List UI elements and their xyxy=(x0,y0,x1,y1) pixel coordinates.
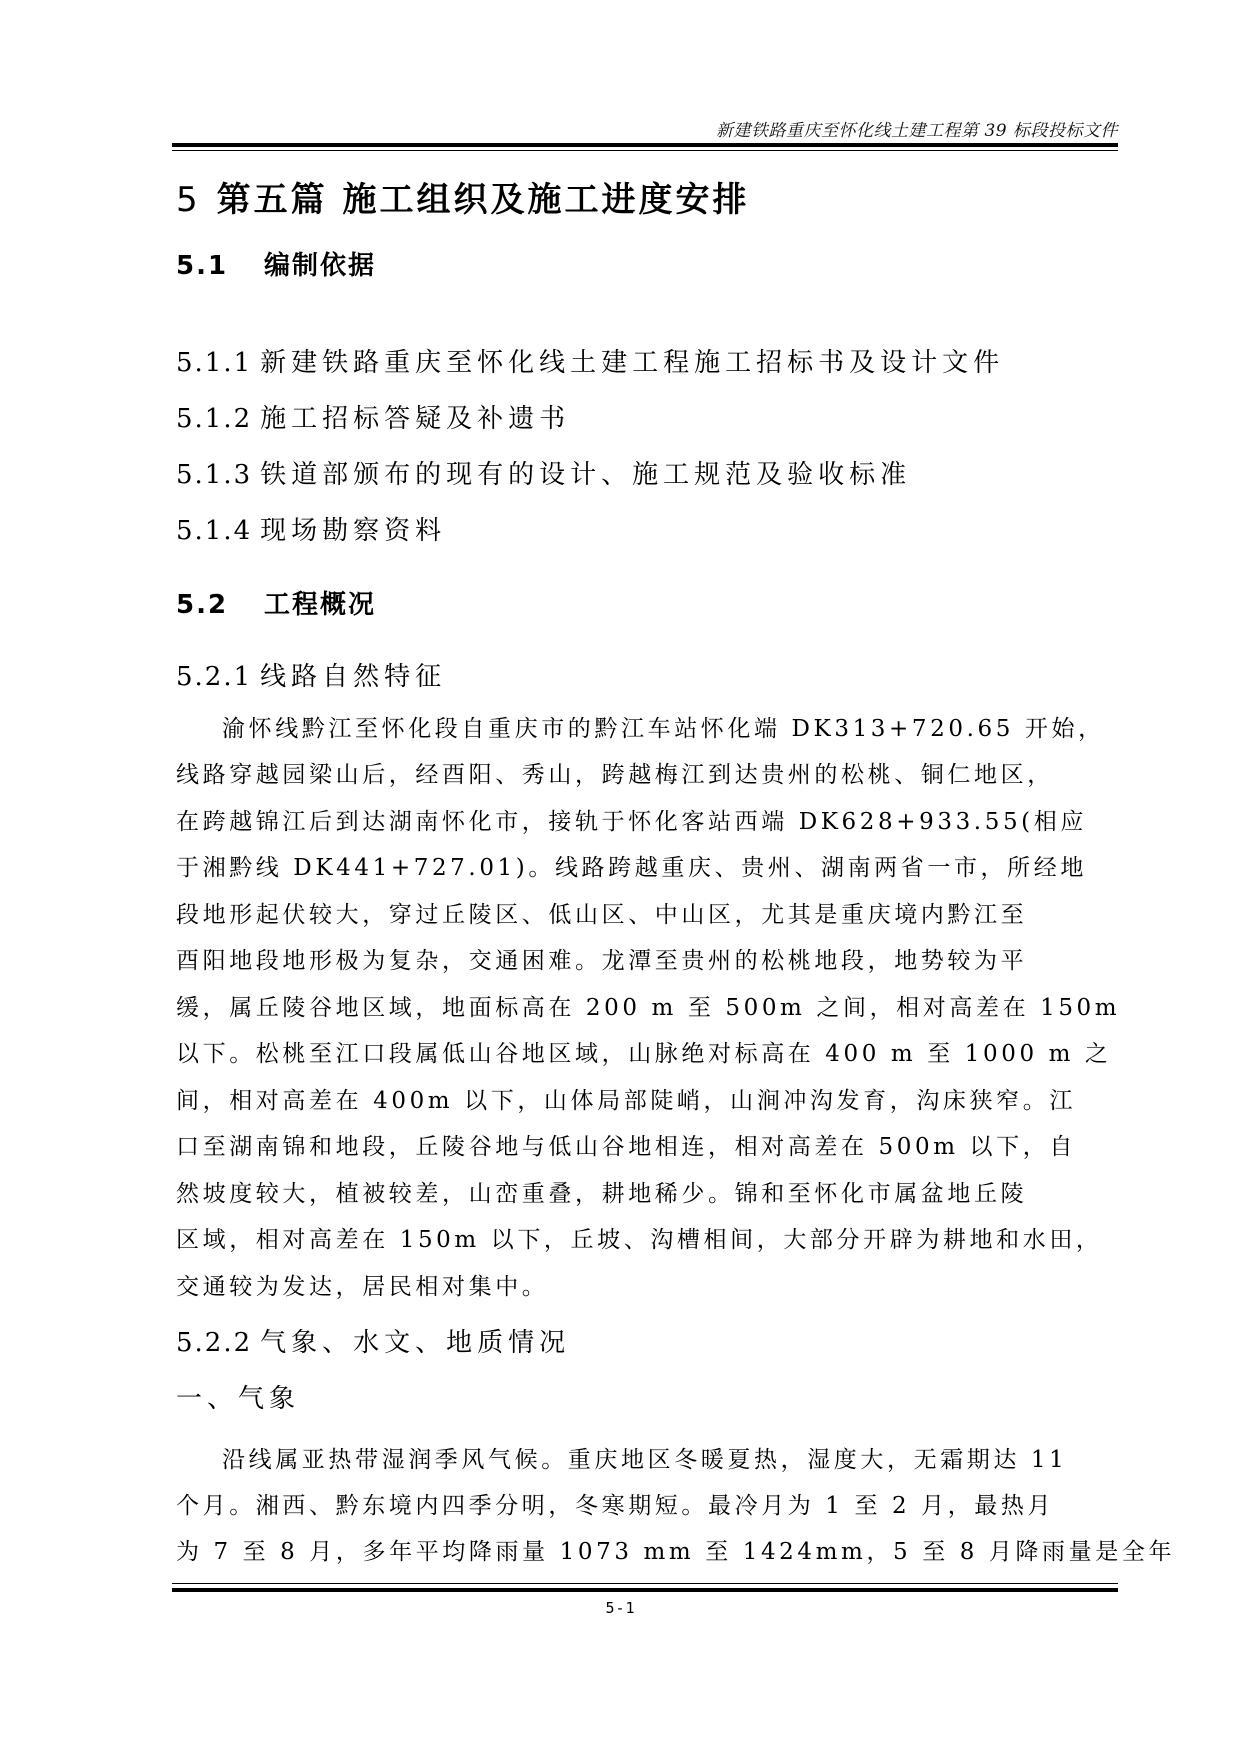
paragraph-line: 沿线属亚热带湿润季风气候。重庆地区冬暖夏热，湿度大，无霜期达 11 xyxy=(222,1447,1068,1473)
subsection-heading-5-2-2 xyxy=(176,1322,570,1359)
paragraph-line: 口至湖南锦和地段，丘陵谷地与低山谷地相连，相对高差在 500m 以下，自 xyxy=(176,1134,1076,1160)
subsection-heading-5-1-4 xyxy=(176,510,446,547)
subsection-number: 5.2.2 xyxy=(176,1328,253,1358)
header-rule xyxy=(172,143,1118,147)
section-number: 5.2 xyxy=(176,590,229,620)
paragraph-line: 为 7 至 8 月，多年平均降雨量 1073 mm 至 1424mm，5 至 8 月降雨量是全年 xyxy=(176,1539,1176,1565)
paragraph-line: 区域，相对高差在 150m 以下，丘坡、沟槽相间，大部分开辟为耕地和水田， xyxy=(176,1227,1103,1253)
subsection-number: 5.1.2 xyxy=(176,404,253,434)
subsection-heading-5-2-1 xyxy=(176,656,446,693)
footer-rule-thin xyxy=(172,1583,1118,1584)
section-heading-5-2 xyxy=(176,584,376,621)
subsection-heading-5-1-1 xyxy=(176,342,1004,379)
paragraph-line: 段地形起伏较大，穿过丘陵区、低山区、中山区，尤其是重庆境内黔江至 xyxy=(176,902,1028,928)
paragraph-line: 缓，属丘陵谷地区域，地面标高在 200 m 至 500m 之间，相对高差在 150m xyxy=(176,995,1121,1021)
paragraph-line: 然坡度较大，植被较差，山峦重叠，耕地稀少。锦和至怀化市属盆地丘陵 xyxy=(176,1181,1028,1207)
section-heading-5-1 xyxy=(176,245,376,282)
chapter-title-text: 第五篇 施工组织及施工进度安排 xyxy=(216,180,750,220)
paragraph-line: 交通较为发达，居民相对集中。 xyxy=(176,1274,549,1300)
subsection-number: 5.1.1 xyxy=(176,348,253,378)
part-heading-weather: 一、气象 xyxy=(176,1384,301,1414)
section-title: 工程概况 xyxy=(264,590,377,620)
page-number: 5-1 xyxy=(605,1599,636,1617)
paragraph-line: 渝怀线黔江至怀化段自重庆市的黔江车站怀化端 DK313+720.65 开始， xyxy=(222,716,1105,742)
section-number: 5.1 xyxy=(176,251,229,281)
section-title: 编制依据 xyxy=(264,251,377,281)
subsection-number: 5.2.1 xyxy=(176,662,253,692)
chapter-number: 5 xyxy=(176,180,201,220)
paragraph-line: 以下。松桃至江口段属低山谷地区域，山脉绝对标高在 400 m 至 1000 m 之 xyxy=(176,1041,1112,1067)
subsection-number: 5.1.3 xyxy=(176,460,253,490)
paragraph-line: 在跨越锦江后到达湖南怀化市，接轨于怀化客站西端 DK628+933.55(相应 xyxy=(176,809,1087,835)
subsection-title: 施工招标答疑及补遗书 xyxy=(260,404,571,434)
subsection-number: 5.1.4 xyxy=(176,516,253,546)
paragraph-line: 线路穿越园梁山后，经酉阳、秀山，跨越梅江到达贵州的松桃、铜仁地区， xyxy=(176,762,1054,788)
subsection-title: 气象、水文、地质情况 xyxy=(260,1328,571,1358)
subsection-heading-5-1-3 xyxy=(176,454,911,491)
subsection-title: 线路自然特征 xyxy=(260,662,447,692)
chapter-title xyxy=(176,172,749,221)
paragraph-line: 个月。湘西、黔东境内四季分明，冬寒期短。最冷月为 1 至 2 月，最热月 xyxy=(176,1493,1055,1519)
subsection-title: 铁道部颁布的现有的设计、施工规范及验收标准 xyxy=(260,460,912,490)
footer-rule xyxy=(172,1588,1118,1592)
paragraph-line: 间，相对高差在 400m 以下，山体局部陡峭，山涧冲沟发育，沟床狭窄。江 xyxy=(176,1088,1076,1114)
subsection-heading-5-1-2 xyxy=(176,398,570,435)
subsection-title: 现场勘察资料 xyxy=(260,516,447,546)
header-rule-thin xyxy=(172,150,1118,151)
paragraph-line: 于湘黔线 DK441+727.01)。线路跨越重庆、贵州、湖南两省一市，所经地 xyxy=(176,855,1087,881)
page-header xyxy=(172,110,1118,156)
paragraph-line: 酉阳地段地形极为复杂，交通困难。龙潭至贵州的松桃地段，地势较为平 xyxy=(176,948,1028,974)
header-text: 新建铁路重庆至怀化线土建工程第 39 标段投标文件 xyxy=(716,121,1118,141)
subsection-title: 新建铁路重庆至怀化线土建工程施工招标书及设计文件 xyxy=(260,348,1005,378)
